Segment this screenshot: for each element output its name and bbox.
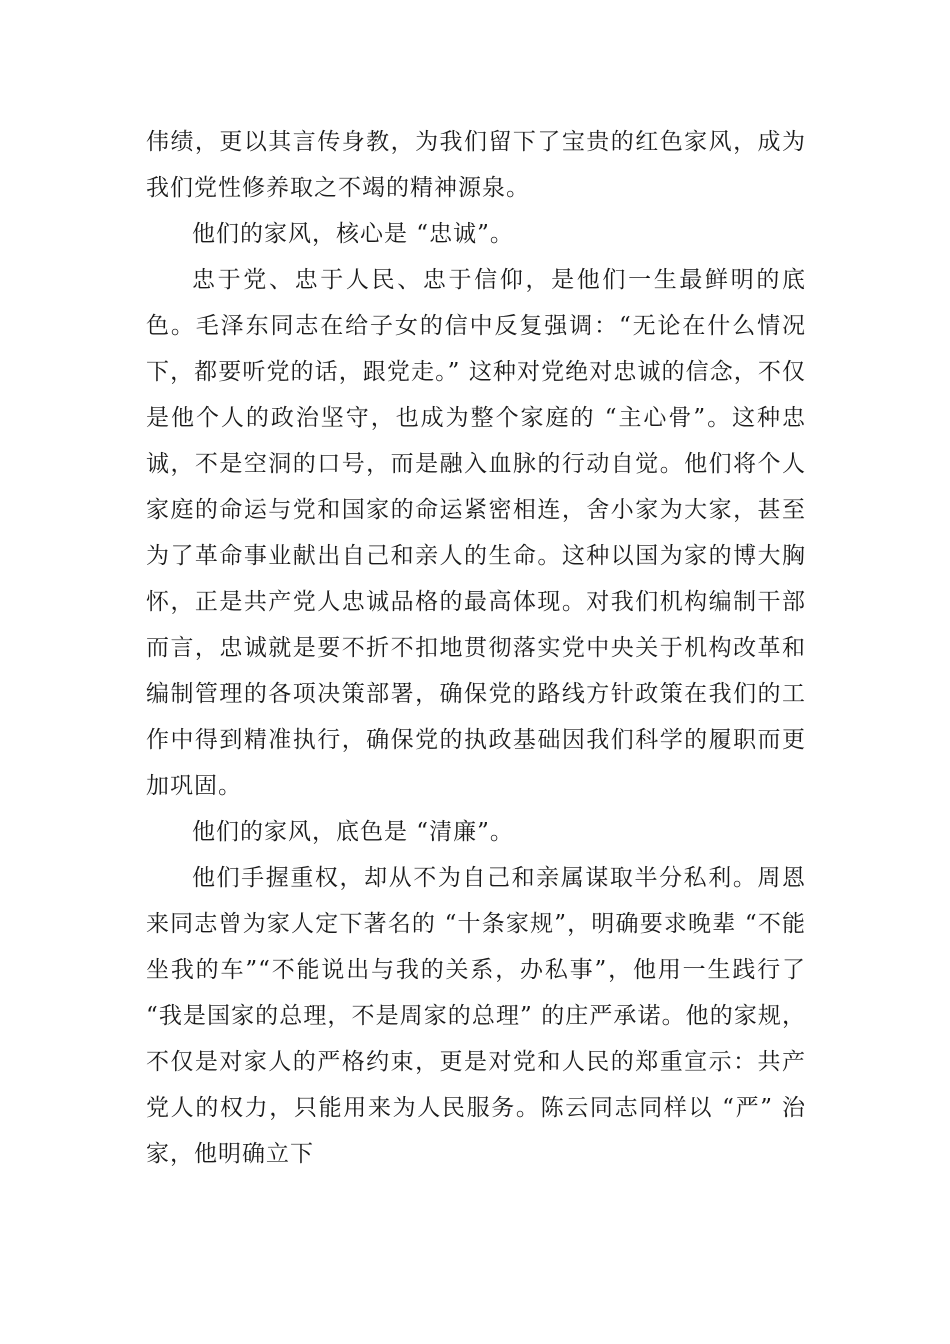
paragraph-5: 他们手握重权，却从不为自己和亲属谋取半分私利。周恩来同志曾为家人定下著名的 “十条家规”，明确要求晚辈 “不能坐我的车”“不能说出与我的关系，办私事”，他用一生践行了 “我是国家的总理，不是周家的总理” 的庄严承诺。他的家规，不仅是对家人的严格约束，更是对党和人民的郑重宣示：共产党人的权力，只能用来为人民服务。陈云同志同样以 “严” 治家，他明确立下 [146, 865, 806, 1167]
paragraph-1: 伟绩，更以其言传身教，为我们留下了宝贵的红色家风，成为我们党性修养取之不竭的精神源泉。 [146, 129, 806, 201]
paragraph-4: 他们的家风，底色是 “清廉”。 [192, 819, 514, 845]
paragraph-2: 他们的家风，核心是 “忠诚”。 [192, 221, 514, 247]
document-body [146, 119, 806, 1177]
paragraph-3: 忠于党、忠于人民、忠于信仰，是他们一生最鲜明的底色。毛泽东同志在给子女的信中反复强调：“无论在什么情况下，都要听党的话，跟党走。” 这种对党绝对忠诚的信念，不仅是他个人的政治坚守，也成为整个家庭的 “主心骨”。这种忠诚，不是空洞的口号，而是融入血脉的行动自觉。他们将个人家庭的命运与党和国家的命运紧密相连，舍小家为大家，甚至为了革命事业献出自己和亲人的生命。这种以国为家的博大胸怀，正是共产党人忠诚品格的最高体现。对我们机构编制干部而言，忠诚就是要不折不扣地贯彻落实党中央关于机构改革和编制管理的各项决策部署，确保党的路线方针政策在我们的工作中得到精准执行，确保党的执政基础因我们科学的履职而更加巩固。 [146, 267, 806, 799]
